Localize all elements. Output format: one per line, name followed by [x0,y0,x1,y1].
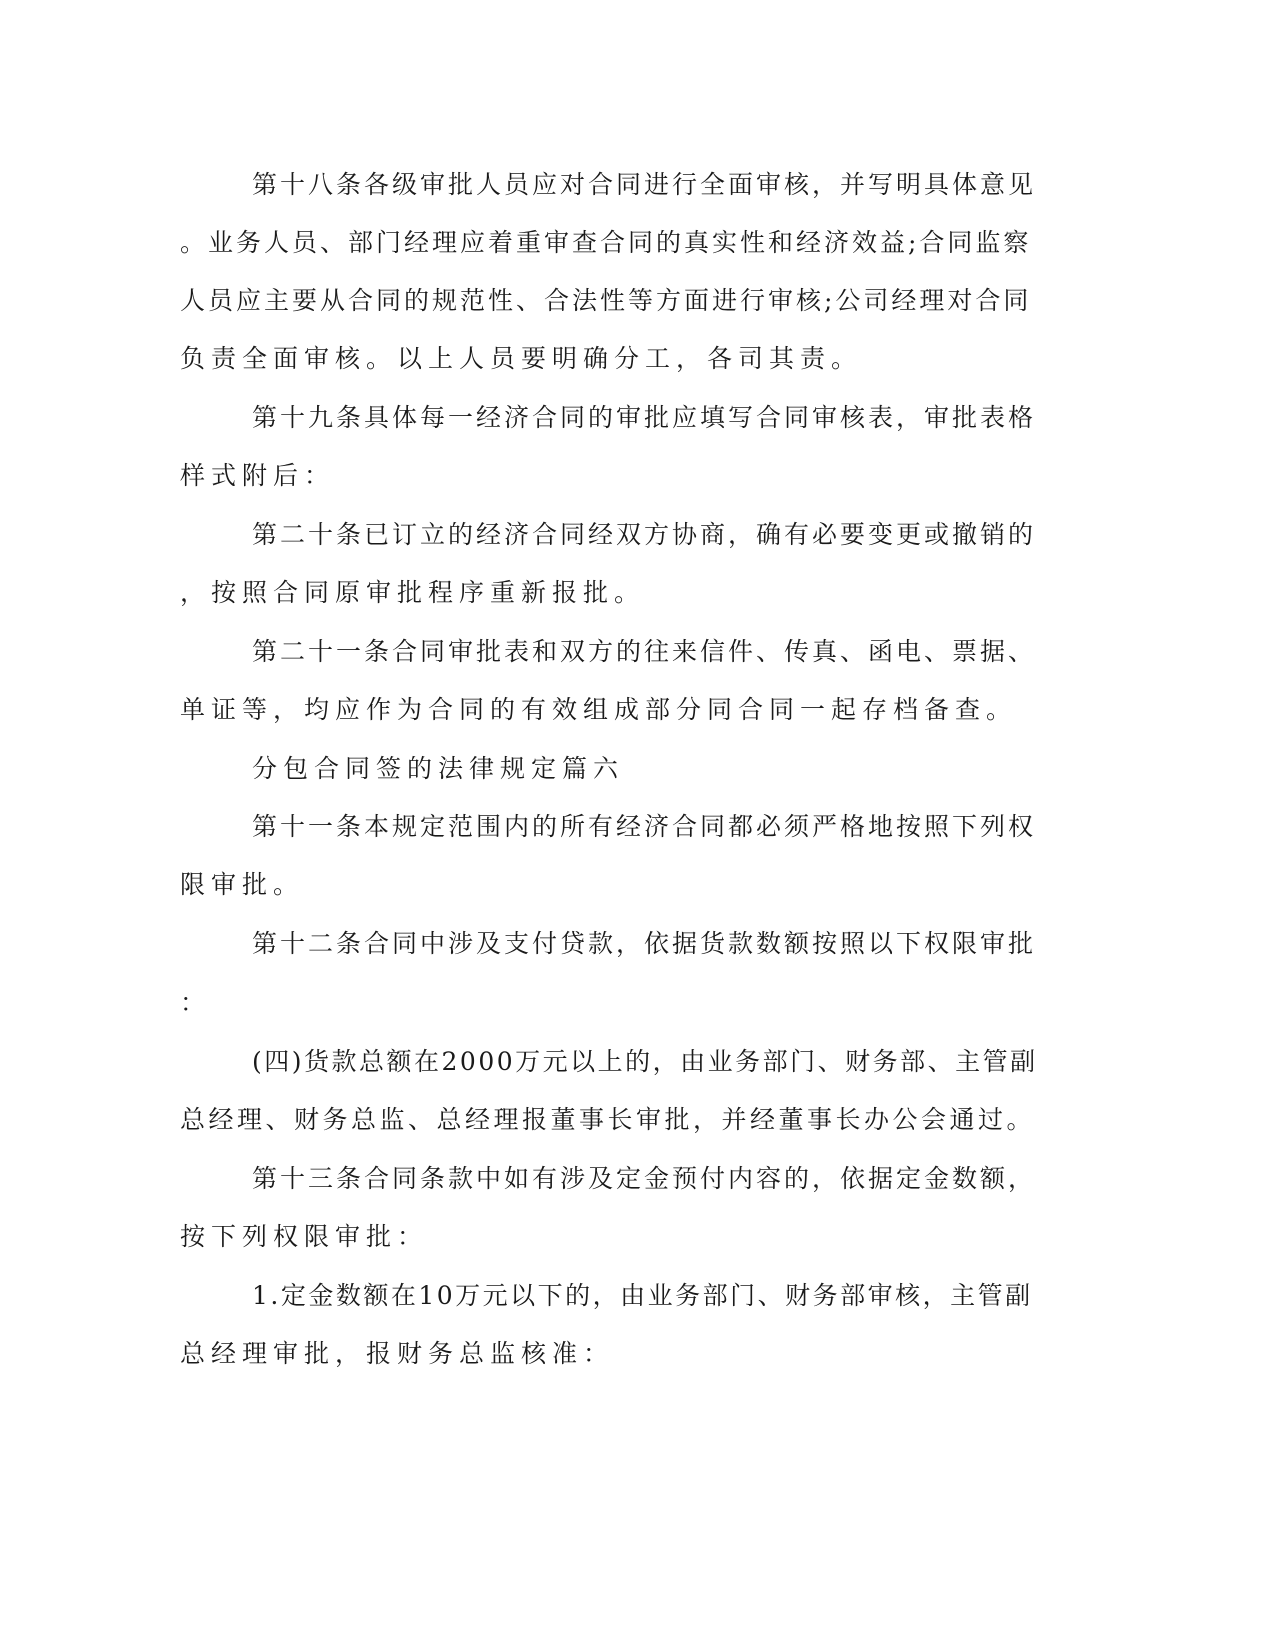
text-line: ，按照合同原审批程序重新报批。 [180,578,646,607]
text-line: (四)货款总额在2000万元以上的，由业务部门、财务部、主管副 [252,1047,1038,1076]
text-line: 第二十条已订立的经济合同经双方协商，确有必要变更或撤销的 [252,520,1037,549]
text-line: 1.定金数额在10万元以下的，由业务部门、财务部审核，主管副 [252,1281,1033,1310]
text-line: 样式附后： [180,461,336,490]
text-line: 第十三条合同条款中如有涉及定金预付内容的，依据定金数额， [252,1164,1037,1193]
text-line: 按下列权限审批： [180,1222,429,1251]
text-line: 总经理、财务总监、总经理报董事长审批，并经董事长办公会通过。 [180,1105,1036,1134]
text-line: 第十八条各级审批人员应对合同进行全面审核，并写明具体意见 [252,170,1037,199]
text-line: 第十一条本规定范围内的所有经济合同都必须严格地按照下列权 [252,812,1037,841]
text-line: 负责全面审核。以上人员要明确分工，各司其责。 [180,344,863,373]
text-line: 总经理审批，报财务总监核准： [180,1339,615,1368]
section-heading: 分包合同签的法律规定篇六 [252,754,625,783]
text-line: 第十二条合同中涉及支付贷款，依据货款数额按照以下权限审批 [252,929,1037,958]
text-line: 第十九条具体每一经济合同的审批应填写合同审核表，审批表格 [252,403,1037,432]
text-line: 单证等，均应作为合同的有效组成部分同合同一起存档备查。 [180,695,1018,724]
text-line: 第二十一条合同审批表和双方的往来信件、传真、函电、票据、 [252,637,1037,666]
text-line: 限审批。 [180,870,305,899]
text-line: ： [180,988,212,1017]
text-line: 人员应主要从合同的规范性、合法性等方面进行审核;公司经理对合同 [180,286,1032,315]
text-line: 。业务人员、部门经理应着重审查合同的真实性和经济效益;合同监察 [180,228,1032,257]
